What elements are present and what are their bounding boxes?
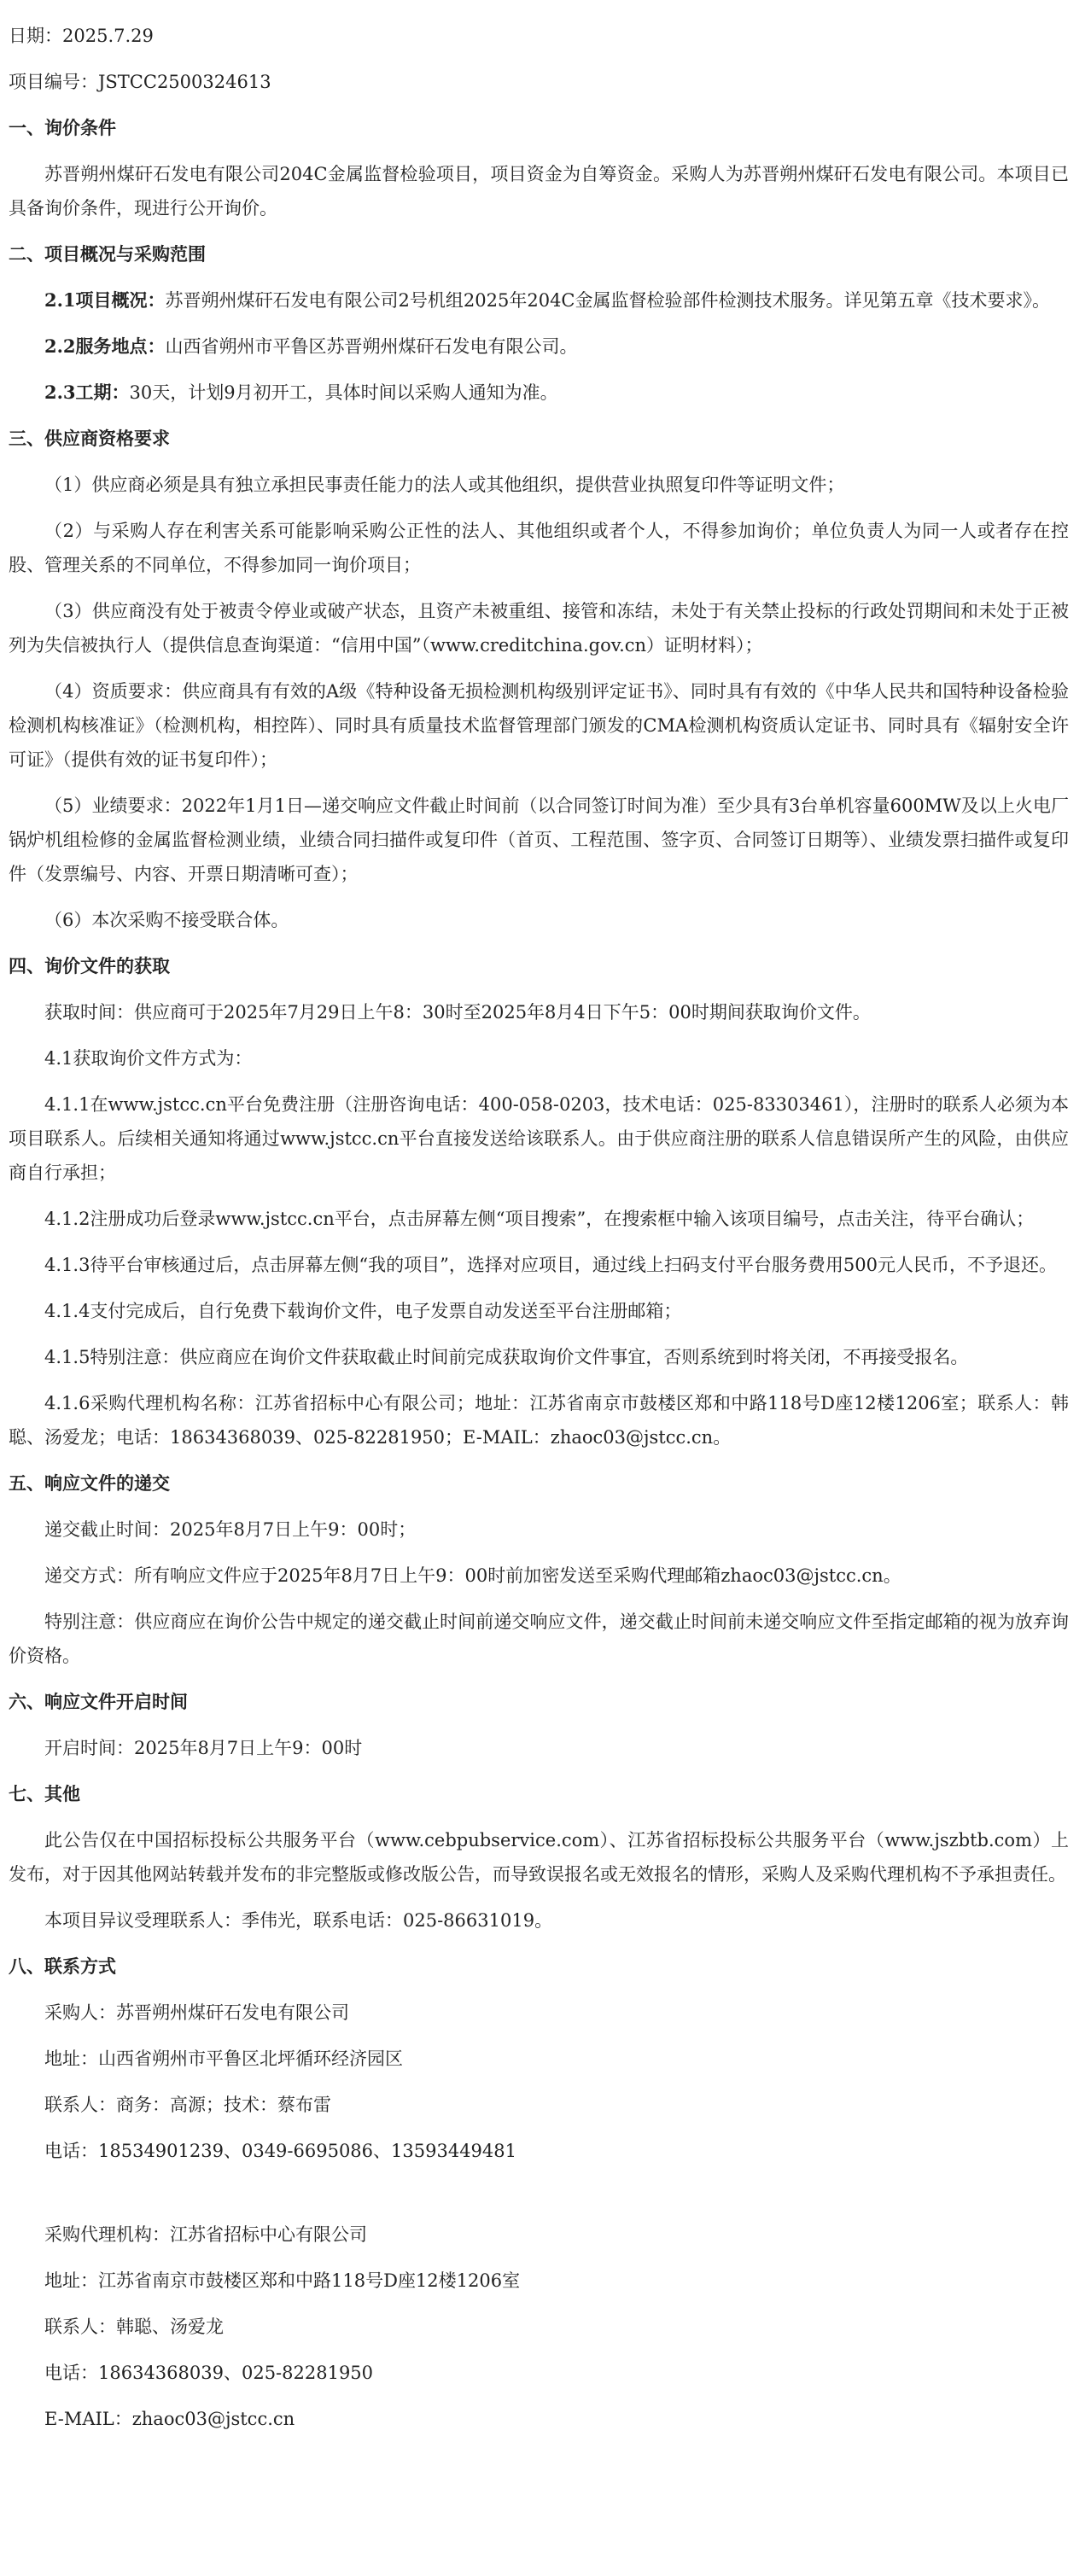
item-text: 山西省朔州市平鲁区苏晋朔州煤矸石发电有限公司。 — [165, 336, 578, 357]
contact-email: E-MAIL：zhaoc03@jstcc.cn — [44, 2409, 295, 2429]
paragraph: 4.1.4支付完成后，自行免费下载询价文件，电子发票自动发送至平台注册邮箱； — [44, 1301, 682, 1321]
section-heading-contact: 八、联系方式 — [9, 1955, 116, 1977]
contact-line: 联系人：韩聪、汤爱龙 — [44, 2317, 224, 2337]
paragraph: 4.1.3待平台审核通过后，点击屏幕左侧“我的项目”，选择对应项目，通过线上扫码支付平台服务费用500元人民币，不予退还。 — [44, 1255, 1057, 1275]
paragraph: 获取时间：供应商可于2025年7月29日上午8：30时至2025年8月4日下午5：00时期间获取询价文件。 — [44, 1002, 871, 1023]
paragraph: 本项目异议受理联系人：季伟光，联系电话：025-86631019。 — [44, 1910, 553, 1931]
qualification-item: （5）业绩要求：2022年1月1日—递交响应文件截止时间前（以合同签订时间为准）至少具有3台单机容量600MW及以上火电厂锅炉机组检修的金属监督检测业绩，业绩合同扫描件或复印件（首页、工程范围、签字页、合同签订日期等）、业绩发票扫描件或复印件（发票编号、内容、开票日期清晰可查）； — [9, 796, 1069, 884]
item-text: 30天，计划9月初开工，具体时间以采购人通知为准。 — [129, 382, 558, 403]
paragraph: 开启时间：2025年8月7日上午9：00时 — [44, 1738, 363, 1758]
paragraph: 4.1.1在www.jstcc.cn平台免费注册（注册咨询电话：400-058-0203，技术电话：025-83303461），注册时的联系人必须为本项目联系人。后续相关通知将通过www.jstcc.cn平台直接发送给该联系人。由于供应商注册的联系人信息错误所产生的风险，由供应商自行承担； — [9, 1094, 1069, 1183]
item-label: 2.1项目概况： — [44, 289, 166, 311]
section-heading-other: 七、其他 — [9, 1783, 80, 1804]
section-heading-submission: 五、响应文件的递交 — [9, 1472, 170, 1494]
section-heading-qualifications: 三、供应商资格要求 — [9, 428, 170, 449]
overview-item — [9, 283, 1069, 318]
paragraph: 此公告仅在中国招标投标公共服务平台（www.cebpubservice.com）、江苏省招标投标公共服务平台（www.jszbtb.com）上发布，对于因其他网站转载并发布的非完整版或修改版公告，而导致误报名或无效报名的情形，采购人及采购代理机构不予承担责任。 — [9, 1830, 1069, 1885]
paragraph: 4.1.6采购代理机构名称：江苏省招标中心有限公司；地址：江苏省南京市鼓楼区郑和中路118号D座12楼1206室；联系人：韩聪、汤爱龙；电话：18634368039、025-82281950；E-MAIL：zhaoc03@jstcc.cn。 — [9, 1393, 1069, 1448]
project-number: 项目编号：JSTCC2500324613 — [9, 72, 271, 92]
qualification-item: （6）本次采购不接受联合体。 — [44, 910, 289, 930]
paragraph: 递交截止时间：2025年8月7日上午9：00时； — [44, 1519, 417, 1540]
contact-line: 电话：18634368039、025-82281950 — [44, 2363, 374, 2383]
qualification-item: （1）供应商必须是具有独立承担民事责任能力的法人或其他组织，提供营业执照复印件等证明文件； — [44, 475, 845, 495]
item-text: 苏晋朔州煤矸石发电有限公司2号机组2025年204C金属监督检验部件检测技术服务。详见第五章《技术要求》。 — [165, 290, 1050, 311]
paragraph: 4.1.2注册成功后登录www.jstcc.cn平台，点击屏幕左侧“项目搜索”，在搜索框中输入该项目编号，点击关注，待平台确认； — [44, 1209, 1035, 1229]
qualification-item: （3）供应商没有处于被责令停业或破产状态，且资产未被重组、接管和冻结，未处于有关禁止投标的行政处罚期间和未处于正被列为失信被执行人（提供信息查询渠道：“信用中国”（www.creditchina.gov.cn）证明材料）； — [9, 601, 1069, 656]
contact-line: 采购人：苏晋朔州煤矸石发电有限公司 — [44, 2002, 349, 2023]
qualification-item: （2）与采购人存在利害关系可能影响采购公正性的法人、其他组织或者个人，不得参加询价；单位负责人为同一人或者存在控股、管理关系的不同单位，不得参加同一询价项目； — [9, 521, 1069, 575]
contact-line: 地址：江苏省南京市鼓楼区郑和中路118号D座12楼1206室 — [44, 2270, 521, 2291]
paragraph: 苏晋朔州煤矸石发电有限公司204C金属监督检验项目，项目资金为自筹资金。采购人为苏晋朔州煤矸石发电有限公司。本项目已具备询价条件，现进行公开询价。 — [9, 164, 1069, 219]
section-heading-project-overview: 二、项目概况与采购范围 — [9, 243, 206, 265]
section-heading-obtain-documents: 四、询价文件的获取 — [9, 955, 170, 976]
spacer — [9, 2180, 1069, 2218]
contact-line: 联系人：商务：高源；技术：蔡布雷 — [44, 2095, 331, 2115]
contact-line: 电话：18534901239、0349-6695086、13593449481 — [44, 2141, 517, 2161]
contact-line: 采购代理机构：江苏省招标中心有限公司 — [44, 2224, 367, 2245]
section-heading-inquiry-conditions: 一、询价条件 — [9, 117, 116, 138]
date-line: 日期：2025.7.29 — [9, 26, 154, 46]
item-label: 2.2服务地点： — [44, 335, 166, 357]
section-heading-opening-time: 六、响应文件开启时间 — [9, 1691, 188, 1712]
service-location-item — [9, 329, 1069, 364]
item-label: 2.3工期： — [44, 382, 130, 403]
paragraph: 特别注意：供应商应在询价公告中规定的递交截止时间前递交响应文件，递交截止时间前未递交响应文件至指定邮箱的视为放弃询价资格。 — [9, 1611, 1069, 1666]
contact-line: 地址：山西省朔州市平鲁区北坪循环经济园区 — [44, 2049, 403, 2069]
paragraph: 4.1.5特别注意：供应商应在询价文件获取截止时间前完成获取询价文件事宜，否则系统到时将关闭，不再接受报名。 — [44, 1347, 969, 1367]
paragraph: 递交方式：所有响应文件应于2025年8月7日上午9：00时前加密发送至采购代理邮箱zhaoc03@jstcc.cn。 — [44, 1565, 901, 1586]
paragraph: 4.1获取询价文件方式为： — [44, 1048, 253, 1069]
duration-item — [9, 376, 1069, 410]
qualification-item: （4）资质要求：供应商具有有效的A级《特种设备无损检测机构级别评定证书》、同时具有有效的《中华人民共和国特种设备检验检测机构核准证》（检测机构，相控阵）、同时具有质量技术监督管理部门颁发的CMA检测机构资质认定证书、同时具有《辐射安全许可证》（提供有效的证书复印件）； — [9, 681, 1069, 770]
